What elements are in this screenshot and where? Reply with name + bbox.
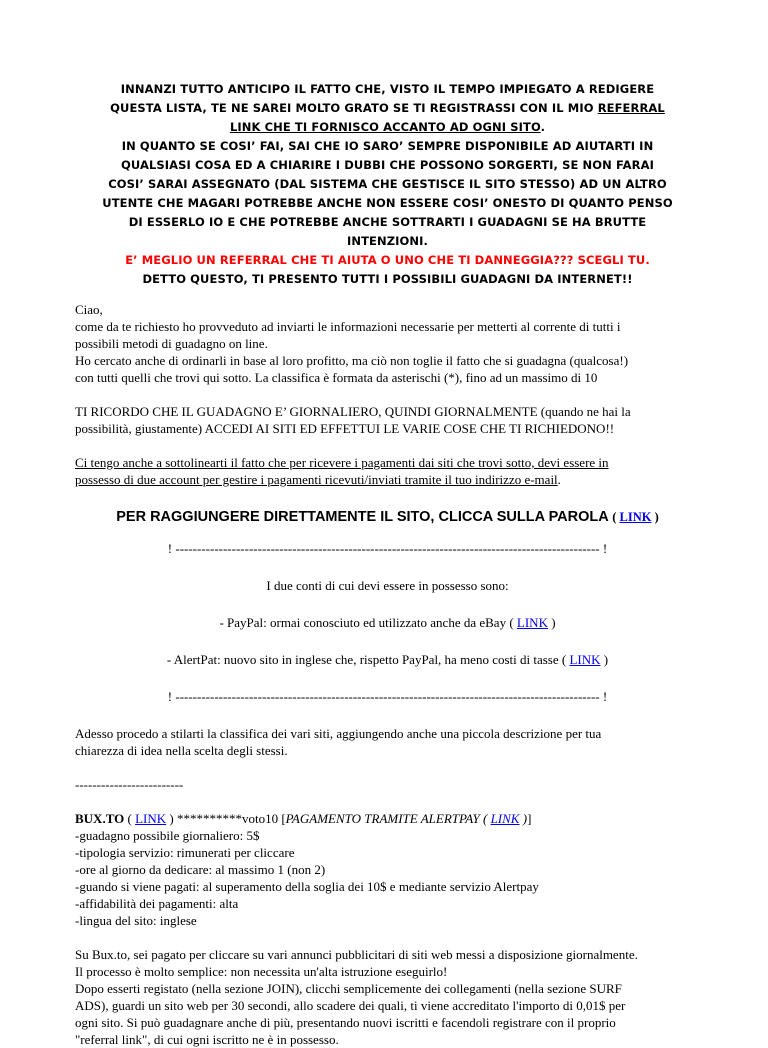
accounts-note-end: . [557,472,561,487]
paren: ) [600,652,609,667]
paren: ( [124,811,136,826]
intro-line: COSI’ SARAI ASSEGNATO (DAL SISTEMA CHE GESTISCE IL SITO STESSO) AD UN ALTRO [108,177,667,191]
greeting-line: possibili metodi di guadagno on line. [75,336,268,351]
greeting-ciao: Ciao, [75,302,103,317]
ranking-intro [75,725,700,759]
bux-payment-text: PAGAMENTO TRAMITE ALERTPAY ( [285,811,491,826]
bux-detail: -guadagno possibile giornaliero: 5$ [75,828,260,843]
accounts-title: I due conti di cui devi essere in possesso sono: [266,578,509,593]
reminder-paragraph [75,403,700,437]
accounts-note-paragraph [75,454,700,488]
bux-description-line: Dopo esserti registato (nella sezione JOIN), clicchi semplicemente dei collegamenti (nella sezione SURF [75,981,622,996]
alertpat-line [75,651,700,668]
short-separator: ------------------------- [75,777,184,792]
bux-description-line: "referral link", di cui ogni iscritto ne è in possesso. [75,1032,339,1047]
alertpat-text: - AlertPat: nuovo sito in inglese che, rispetto PayPal, ha meno costi di tasse ( [166,652,570,667]
accounts-note-line: Ci tengo anche a sottolinearti il fatto che per ricevere i pagamenti dai siti che trovi sotto, devi essere in [75,455,609,470]
bux-description [75,946,700,1048]
paypal-line [75,614,700,631]
bux-detail: -affidabilità dei pagamenti: alta [75,896,239,911]
intro-line [75,118,700,137]
bux-entry [75,810,700,929]
paren: ) [519,811,528,826]
intro-line: QUALSIASI COSA ED A CHIARIRE I DUBBI CHE POSSONO SORGERTI, SE NON FARAI [121,158,654,172]
bux-description-line: Su Bux.to, sei pagato per cliccare su vari annunci pubblicitari di siti web messi a disposizione giornalmente. [75,947,638,962]
bux-payment-link[interactable]: LINK [490,811,520,826]
greeting-paragraph [75,301,700,386]
bracket: ] [527,811,532,826]
intro-text: . [540,120,546,134]
bux-description-line: ADS), guardi un sito web per 30 secondi, allo scadere dei quali, ti viene accreditato l'importo di 0,01$ per [75,998,626,1013]
reminder-line: TI RICORDO CHE IL GUADAGNO E’ GIORNALIERO, QUINDI GIORNALMENTE (quando ne hai la [75,404,631,419]
intro-line: DETTO QUESTO, TI PRESENTO TUTTI I POSSIBILI GUADAGNI DA INTERNET!! [142,272,633,286]
alertpat-link[interactable]: LINK [569,652,601,667]
separator-top: ! -------------------------------------------------------------------------------------------------- ! [167,541,608,556]
paypal-text: - PayPal: ormai conosciuto ed utilizzato anche da eBay ( [219,615,517,630]
document-page [75,70,700,1048]
bux-link[interactable]: LINK [135,811,167,826]
paypal-link[interactable]: LINK [516,615,548,630]
bux-detail: -ore al giorno da dedicare: al massimo 1 (non 2) [75,862,326,877]
bux-name: BUX.TO [75,811,125,826]
intro-line: INTENZIONI. [347,234,428,248]
red-warning-line: E’ MEGLIO UN REFERRAL CHE TI AIUTA O UNO CHE TI DANNEGGIA??? SCEGLI TU. [125,253,650,267]
bux-description-line: Il processo è molto semplice: non necessita un'alta istruzione eseguirlo! [75,964,448,979]
paren: ) [547,615,556,630]
greeting-line: come da te richiesto ho provveduto ad inviarti le informazioni necessarie per metterti al corrente di tutti i [75,319,621,334]
paren: ( [612,510,620,524]
accounts-note-line [75,471,700,488]
accounts-note-text: possesso di due account per gestire i pagamenti ricevuti/inviati tramite il tuo indirizzo e-mail [75,472,558,487]
intro-notice [75,80,700,289]
section-heading [75,508,700,526]
reminder-line: possibilità, giustamente) ACCEDI AI SITI ED EFFETTUI LE VARIE COSE CHE TI RICHIEDONO!! [75,421,615,436]
bux-description-line: ogni sito. Si può guadagnare anche di più, presentando nuovi iscritti e facendoli registrare con il proprio [75,1015,616,1030]
bux-detail: -guando si viene pagati: al superamento della soglia dei 10$ e mediante servizio Alertpay [75,879,539,894]
intro-line [75,99,700,118]
ranking-intro-line: chiarezza di idea nella scelta degli stessi. [75,743,288,758]
heading-link[interactable]: LINK [619,510,652,524]
paren: ) [651,510,659,524]
bux-rating: ) **********voto10 [ [166,811,286,826]
heading-text: PER RAGGIUNGERE DIRETTAMENTE IL SITO, CLICCA SULLA PAROLA [116,509,613,525]
intro-line: INNANZI TUTTO ANTICIPO IL FATTO CHE, VISTO IL TEMPO IMPIEGATO A REDIGERE [120,82,655,96]
greeting-line: Ho cercato anche di ordinarli in base al loro profitto, ma ciò non toglie il fatto che si guadagna (qualcosa!) [75,353,629,368]
intro-text: QUESTA LISTA, TE NE SAREI MOLTO GRATO SE TI REGISTRASSI CON IL MIO [110,101,598,115]
bux-detail: -tipologia servizio: rimunerati per cliccare [75,845,295,860]
bux-title-line [75,810,700,827]
referral-text: REFERRAL [597,101,665,115]
ranking-intro-line: Adesso procedo a stilarti la classifica dei vari siti, aggiungendo anche una piccola descrizione per tua [75,726,602,741]
intro-line: DI ESSERLO IO E CHE POTREBBE ANCHE SOTTRARTI I GUADAGNI SE HA BRUTTE [128,215,647,229]
bux-detail: -lingua del sito: inglese [75,913,197,928]
referral-text: LINK CHE TI FORNISCO ACCANTO AD OGNI SITO [229,120,541,134]
intro-line: IN QUANTO SE COSI’ FAI, SAI CHE IO SARO’ SEMPRE DISPONIBILE AD AIUTARTI IN [121,139,654,153]
heading-link-wrap [612,510,659,524]
separator-bottom: ! -------------------------------------------------------------------------------------------------- ! [167,689,608,704]
greeting-line: con tutti quelli che trovi qui sotto. La classifica è formata da asterischi (*), fino ad un massimo di 10 [75,370,598,385]
intro-line: UTENTE CHE MAGARI POTREBBE ANCHE NON ESSERE COSI’ ONESTO DI QUANTO PENSO [102,196,673,210]
